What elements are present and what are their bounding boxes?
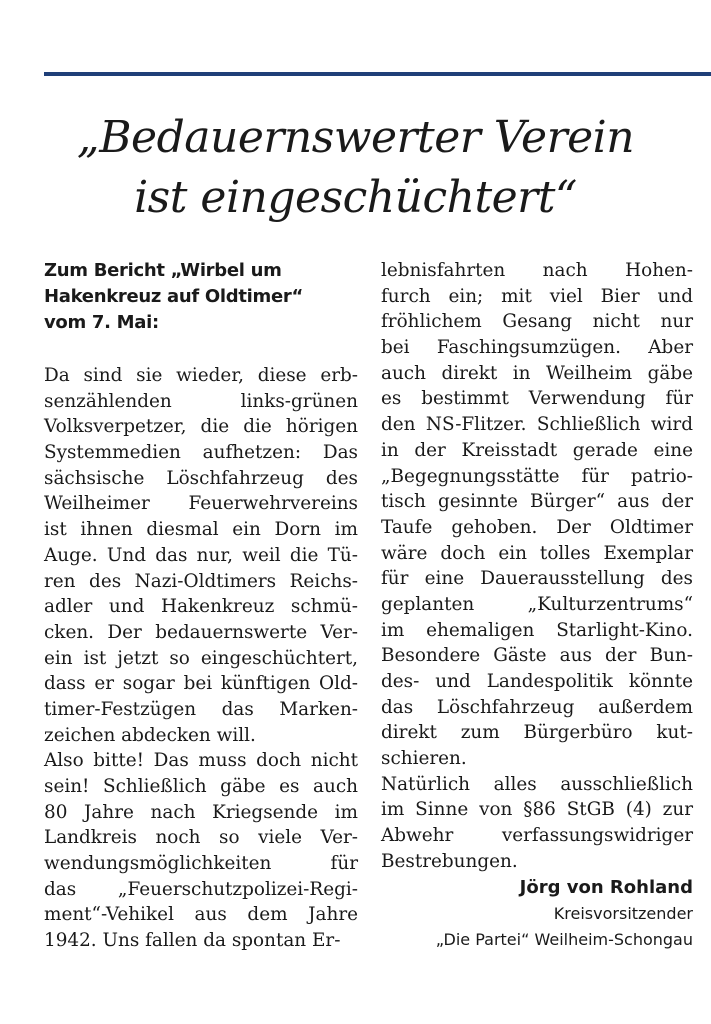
body-line: für eine Dauerausstellung des: [381, 568, 693, 590]
left-column: [44, 258, 358, 954]
body-line: timer-Festzügen das Marken-: [44, 698, 358, 720]
body-line: ren des Nazi-Oldtimers Reichs-: [44, 570, 358, 592]
top-rule: [44, 72, 711, 76]
body-line: geplanten „Kulturzentrums“: [381, 593, 693, 615]
body-line: Auge. Und das nur, weil die Tü-: [44, 544, 358, 566]
body-line: Abwehr verfassungswidriger: [381, 825, 693, 847]
reference-line: Hakenkreuz auf Oldtimer“: [44, 286, 303, 307]
body-line: furch ein; mit viel Bier und: [381, 285, 693, 307]
reference-line: Zum Bericht „Wirbel um: [44, 260, 282, 281]
body-line: sächsische Löschfahrzeug des: [44, 467, 358, 489]
body-line: den NS-Flitzer. Schließlich wird: [381, 414, 693, 436]
body-line: das Löschfahrzeug außerdem: [381, 696, 693, 718]
body-line: Landkreis noch so viele Ver-: [44, 827, 358, 849]
headline: [0, 108, 711, 228]
body-line: Also bitte! Das muss doch nicht: [44, 750, 358, 772]
body-line: lebnisfahrten nach Hohen-: [381, 260, 693, 281]
body-line: bei Faschingsumzügen. Aber: [381, 337, 693, 359]
body-line: Bestrebungen.: [381, 850, 518, 872]
signature: [381, 875, 693, 953]
body-line: fröhlichem Gesang nicht nur: [381, 311, 693, 333]
reference-line: vom 7. Mai:: [44, 312, 159, 333]
author-organization: „Die Partei“ Weilheim-Schongau: [435, 929, 693, 949]
body-line: tisch gesinnte Bürger“ aus der: [381, 491, 693, 513]
body-line: ment“-Vehikel aus dem Jahre: [44, 904, 358, 926]
body-line: ein ist jetzt so eingeschüchtert,: [44, 647, 358, 669]
author-name: Jörg von Rohland: [519, 876, 693, 898]
body-line: „Begegnungsstätte für patrio-: [381, 465, 693, 487]
right-body-text: [381, 258, 693, 875]
headline-line-2: ist eingeschüchtert“: [134, 172, 577, 223]
author-role: Kreisvorsitzender: [553, 903, 693, 923]
body-line: 1942. Uns fallen da spontan Er-: [44, 930, 341, 952]
body-line: Taufe gehoben. Der Oldtimer: [381, 516, 693, 538]
body-line: senzählenden links-grünen: [44, 390, 358, 412]
body-line: wendungsmöglichkeiten für: [44, 853, 358, 875]
body-line: wäre doch ein tolles Exemplar: [381, 542, 693, 564]
body-line: Natürlich alles ausschließlich: [381, 773, 693, 795]
body-line: des- und Landespolitik könnte: [381, 671, 693, 692]
body-line: sein! Schließlich gäbe es auch: [44, 776, 358, 797]
body-line: adler und Hakenkreuz schmü-: [44, 596, 358, 618]
body-line: Systemmedien aufhetzen: Das: [44, 442, 358, 464]
body-line: im ehemaligen Starlight-Kino.: [381, 619, 693, 641]
body-line: in der Kreisstadt gerade eine: [381, 439, 693, 461]
body-line: dass er sogar bei künftigen Old-: [44, 673, 358, 695]
body-line: Volksverpetzer, die die hörigen: [44, 416, 358, 438]
spacer: [44, 336, 358, 363]
reference-note: [44, 258, 358, 336]
headline-line-1: „Bedauernswerter Verein: [76, 112, 635, 163]
body-line: zeichen abdecken will.: [44, 724, 256, 746]
body-line: das „Feuerschutzpolizei-Regi-: [44, 878, 358, 900]
body-line: es bestimmt Verwendung für: [381, 388, 693, 410]
left-body-text: [44, 363, 358, 954]
right-column: [381, 258, 693, 953]
body-line: im Sinne von §86 StGB (4) zur: [381, 799, 693, 821]
body-line: 80 Jahre nach Kriegsende im: [44, 801, 358, 823]
body-line: ist ihnen diesmal ein Dorn im: [44, 519, 358, 541]
body-line: cken. Der bedauernswerte Ver-: [44, 621, 358, 643]
body-line: Da sind sie wieder, diese erb-: [44, 365, 358, 386]
body-line: direkt zum Bürgerbüro kut-: [381, 722, 693, 744]
body-line: auch direkt in Weilheim gäbe: [381, 362, 693, 384]
body-line: Weilheimer Feuerwehrvereins: [44, 493, 358, 515]
body-line: Besondere Gäste aus der Bun-: [381, 645, 693, 667]
body-line: schieren.: [381, 748, 467, 770]
